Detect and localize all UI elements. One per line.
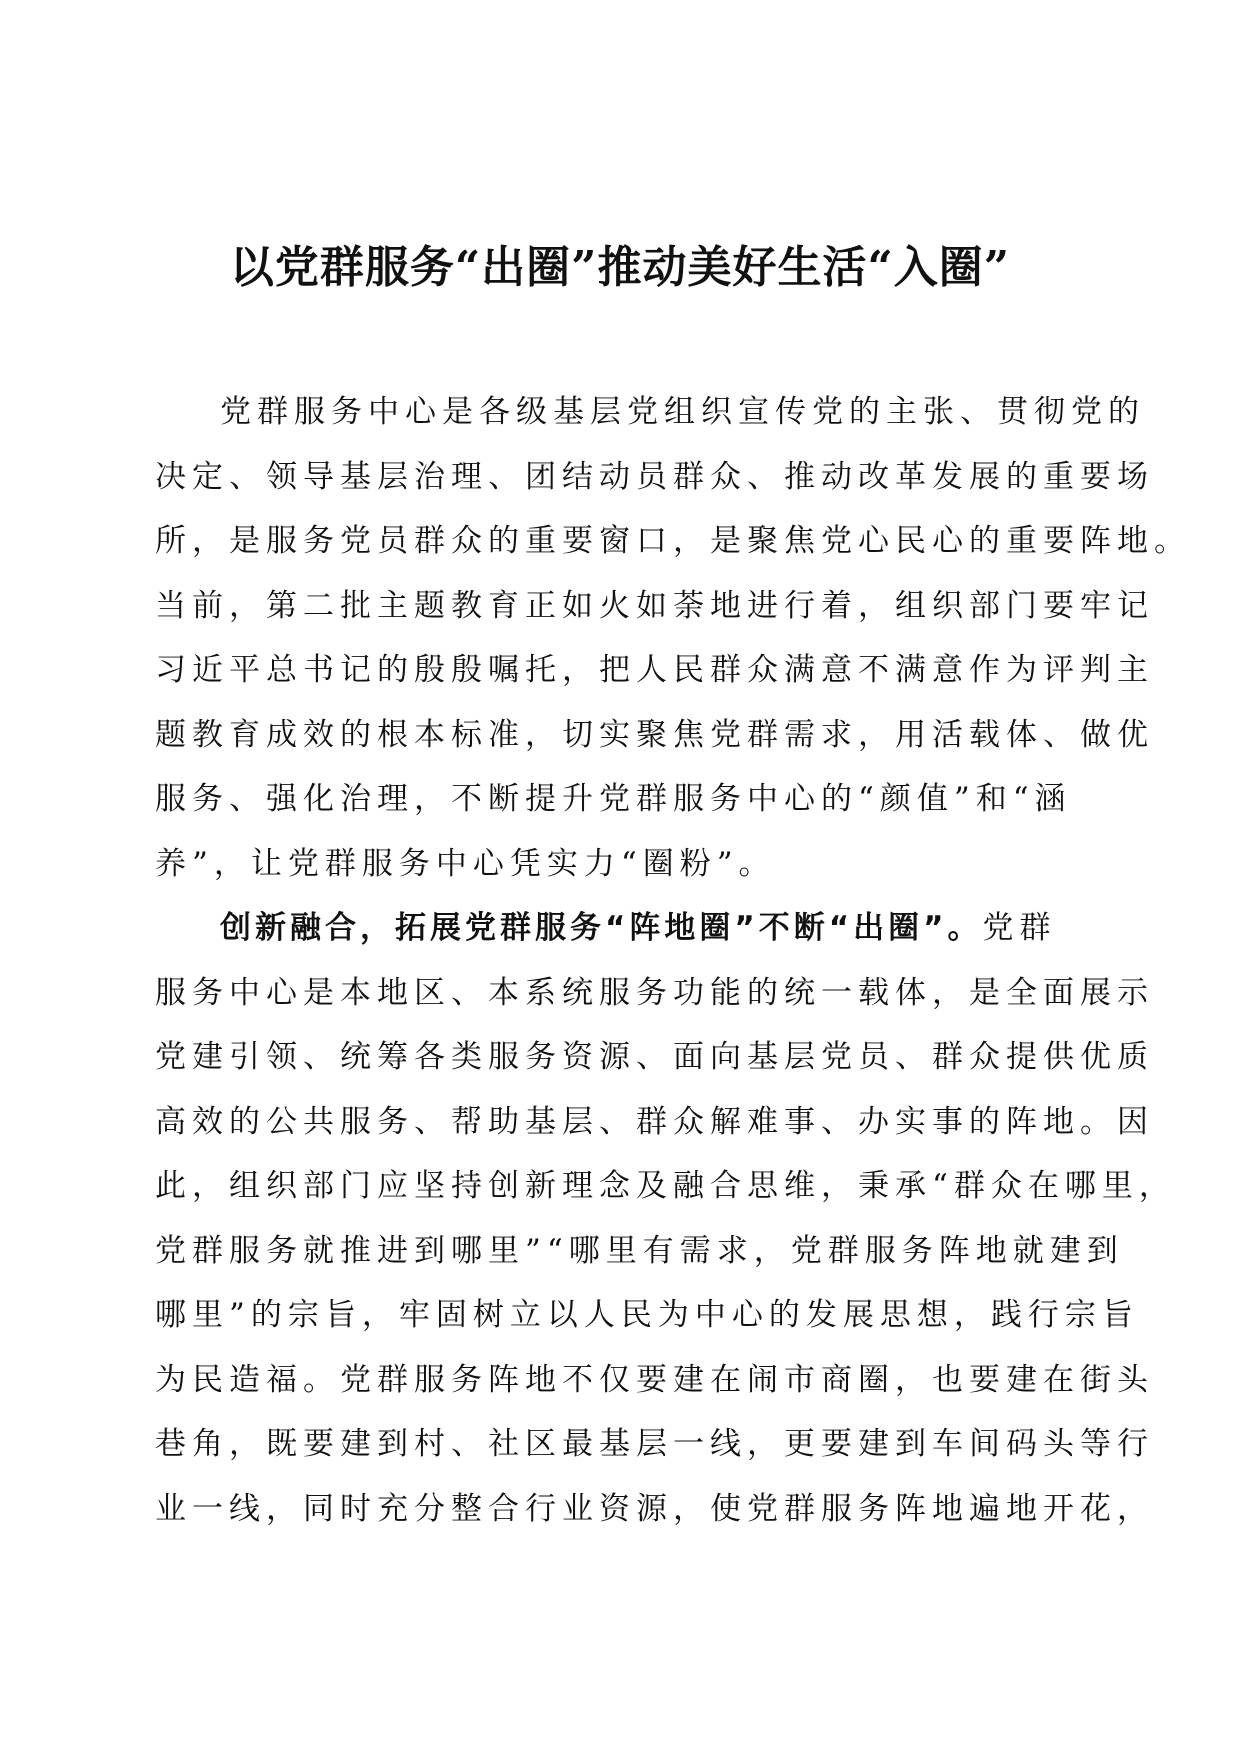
paragraph-line: 高效的公共服务、帮助基层、群众解难事、办实事的阵地。因 [155, 1103, 1154, 1140]
paragraph-line: 哪里”的宗旨，牢固树立以人民为中心的发展思想，践行宗旨 [155, 1297, 1139, 1333]
paragraph-line: 党群服务就推进到哪里”“哪里有需求，党群服务阵地就建到 [155, 1232, 1124, 1269]
paragraph-line: 题教育成效的根本标准，切实聚焦党群需求，用活载体、做优 [155, 716, 1154, 753]
paragraph-line: 当前，第二批主题教育正如火如荼地进行着，组织部门要牢记 [155, 587, 1154, 624]
section-lead-heading: 创新融合，拓展党群服务“阵地圈”不断“出圈”。 [220, 910, 983, 946]
paragraph-line: 巷角，既要建到村、社区最基层一线，更要建到车间码头等行 [155, 1426, 1154, 1462]
paragraph-line: 此，组织部门应坚持创新理念及融合思维，秉承“群众在哪里， [155, 1168, 1176, 1204]
paragraph-line: 服务中心是本地区、本系统服务功能的统一载体，是全面展示 [155, 974, 1154, 1011]
paragraph-line: 服务、强化治理，不断提升党群服务中心的“颜值”和“涵 [155, 781, 1072, 817]
paragraph-line-rest: 党群 [982, 910, 1057, 946]
paragraph-line: 所，是服务党员群众的重要窗口，是聚焦党心民心的重要阵地。 [155, 523, 1191, 559]
paragraph-line: 养”，让党群服务中心凭实力“圈粉”。 [155, 845, 776, 882]
document-body [155, 380, 1191, 1541]
paragraph-line [155, 896, 1090, 961]
paragraph-line: 为民造福。党群服务阵地不仅要建在闹市商圈，也要建在街头 [155, 1361, 1154, 1398]
paragraph-line: 业一线，同时充分整合行业资源，使党群服务阵地遍地开花， [155, 1490, 1154, 1527]
document-title: 以党群服务“出圈”推动美好生活“入圈” [229, 242, 1011, 293]
paragraph-line: 决定、领导基层治理、团结动员群众、推动改革发展的重要场 [155, 458, 1154, 495]
paragraph-line: 党建引领、统筹各类服务资源、面向基层党员、群众提供优质 [155, 1039, 1154, 1075]
paragraph-line: 党群服务中心是各级基层党组织宣传党的主张、贯彻党的 [220, 394, 1145, 430]
paragraph-line: 习近平总书记的殷殷嘱托，把人民群众满意不满意作为评判主 [155, 652, 1154, 688]
